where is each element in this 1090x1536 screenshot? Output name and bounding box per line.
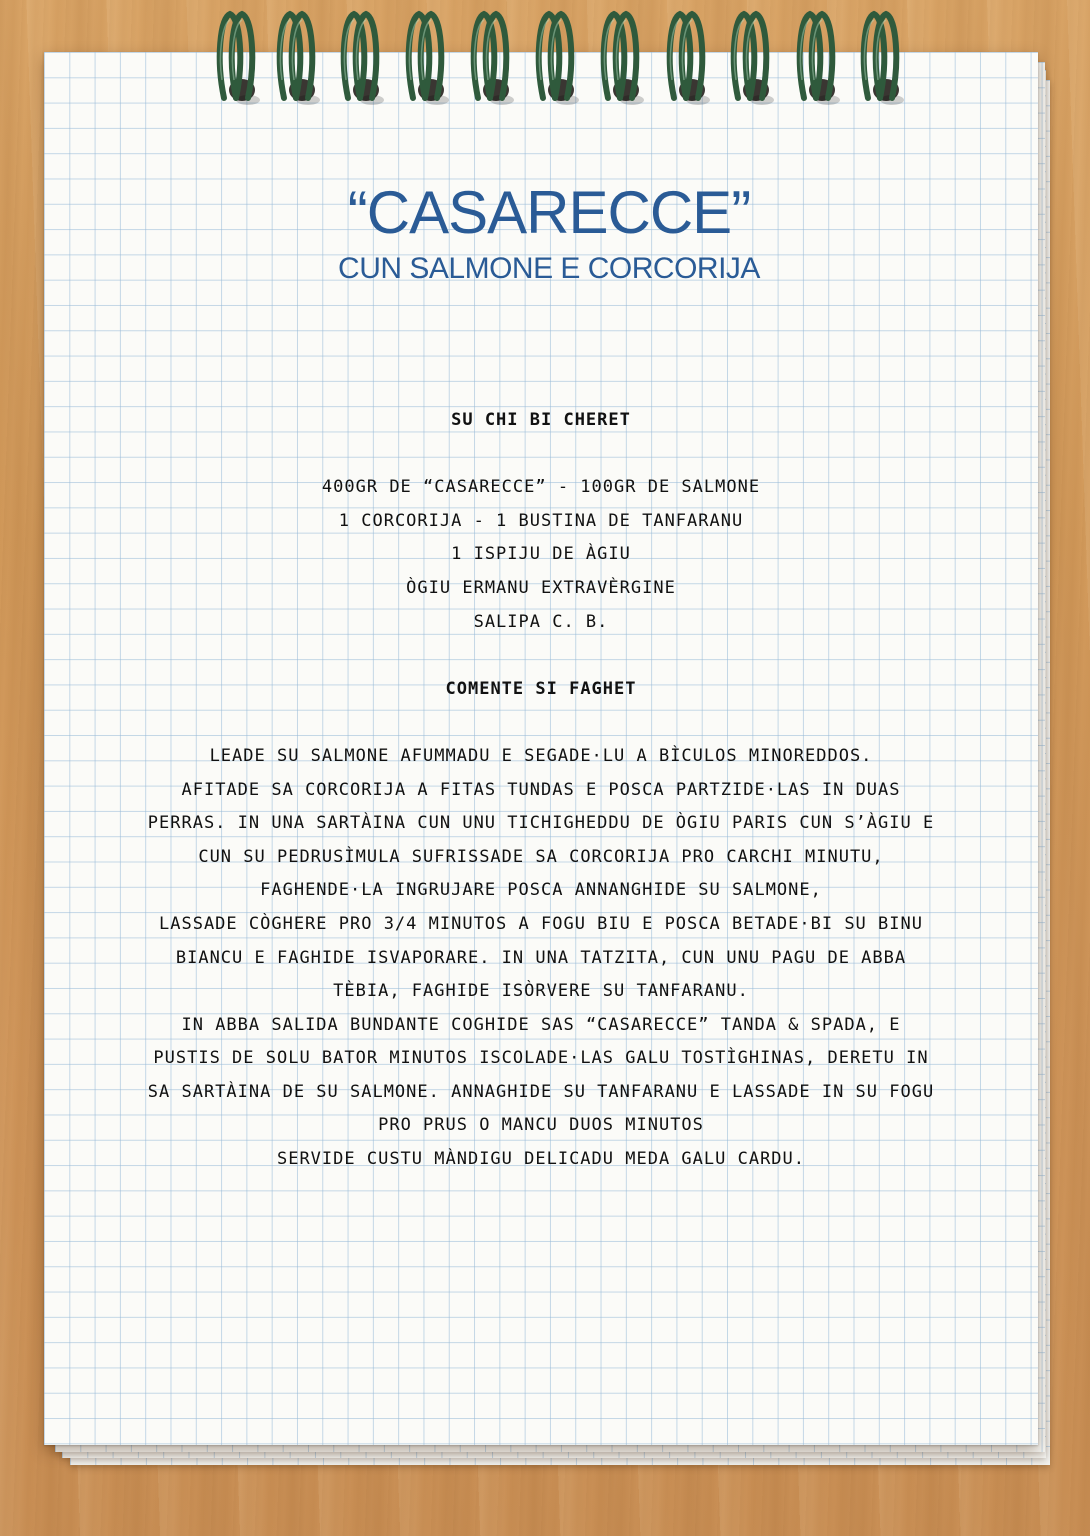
method-line: LASSADE CÒGHERE PRO 3/4 MINUTOS A FOGU BIU E POSCA BETADE·BI SU BINU: [159, 913, 923, 934]
spiral-ring: [409, 14, 449, 105]
method-line: PERRAS. IN UNA SARTÀINA CUN UNU TICHIGHEDDU DE ÒGIU PARIS CUN S’ÀGIU E: [147, 813, 935, 834]
ingredient-line: 400GR DE “CASARECCE” - 100GR DE SALMONE: [321, 477, 761, 498]
spacer: [44, 639, 1038, 673]
spiral-ring: [864, 14, 904, 105]
ingredient-line: 1 CORCORIJA - 1 BUSTINA DE TANFARANU: [338, 510, 744, 531]
method-line: SERVIDE CUSTU MÀNDIGU DELICADU MEDA GALU CARDU.: [276, 1149, 806, 1170]
method-line: CUN SU PEDRUSÌMULA SUFRISSADE SA CORCORIJA PRO CARCHI MINUTU,: [198, 846, 884, 867]
spacer: [44, 706, 1038, 740]
ingredient-line: 1 ISPIJU DE ÀGIU: [451, 544, 631, 565]
spiral-ring: [539, 14, 579, 105]
spiral-ring: [800, 14, 840, 105]
spiral-binding-icon: [0, 0, 1090, 140]
method-heading: COMENTE SI FAGHET: [445, 678, 637, 699]
spiral-ring: [734, 14, 774, 105]
ingredients-section: [44, 404, 1038, 1177]
method-line: IN ABBA SALIDA BUNDANTE COGHIDE SAS “CASARECCE” TANDA & SPADA, E: [181, 1014, 901, 1035]
spiral-ring: [604, 14, 644, 105]
ingredient-line: ÒGIU ERMANU EXTRAVÈRGINE: [406, 577, 676, 598]
spiral-ring: [344, 14, 384, 105]
method-line: FAGHENDE·LA INGRUJARE POSCA ANNANGHIDE SU SALMONE,: [260, 880, 822, 901]
method-line: AFITADE SA CORCORIJA A FITAS TUNDAS E POSCA PARTZIDE·LAS IN DUAS: [181, 779, 901, 800]
method-line: LEADE SU SALMONE AFUMMADU E SEGADE·LU A BÌCULOS MINOREDDOS.: [209, 745, 873, 766]
spacer: [44, 438, 1038, 472]
spiral-ring: [670, 14, 710, 105]
spiral-ring: [474, 14, 514, 105]
method-line: BIANCU E FAGHIDE ISVAPORARE. IN UNA TATZITA, CUN UNU PAGU DE ABBA: [175, 947, 907, 968]
ingredient-line: SALIPA C. B.: [473, 611, 609, 632]
recipe-title: “CASARECCE”: [347, 179, 751, 246]
method-line: PRO PRUS O MANCU DUOS MINUTOS: [378, 1115, 704, 1136]
method-line: SA SARTÀINA DE SU SALMONE. ANNAGHIDE SU TANFARANU E LASSADE IN SU FOGU: [147, 1081, 935, 1102]
ingredients-heading: SU CHI BI CHERET: [451, 410, 631, 430]
spiral-ring: [280, 14, 320, 105]
recipe-subtitle: CUN SALMONE E CORCORIJA: [338, 252, 760, 285]
method-line: PUSTIS DE SOLU BATOR MINUTOS ISCOLADE·LAS GALU TOSTÌGHINAS, DERETU IN: [153, 1048, 929, 1069]
spiral-ring: [220, 14, 260, 105]
method-line: TÈBIA, FAGHIDE ISÒRVERE SU TANFARANU.: [333, 981, 749, 1002]
